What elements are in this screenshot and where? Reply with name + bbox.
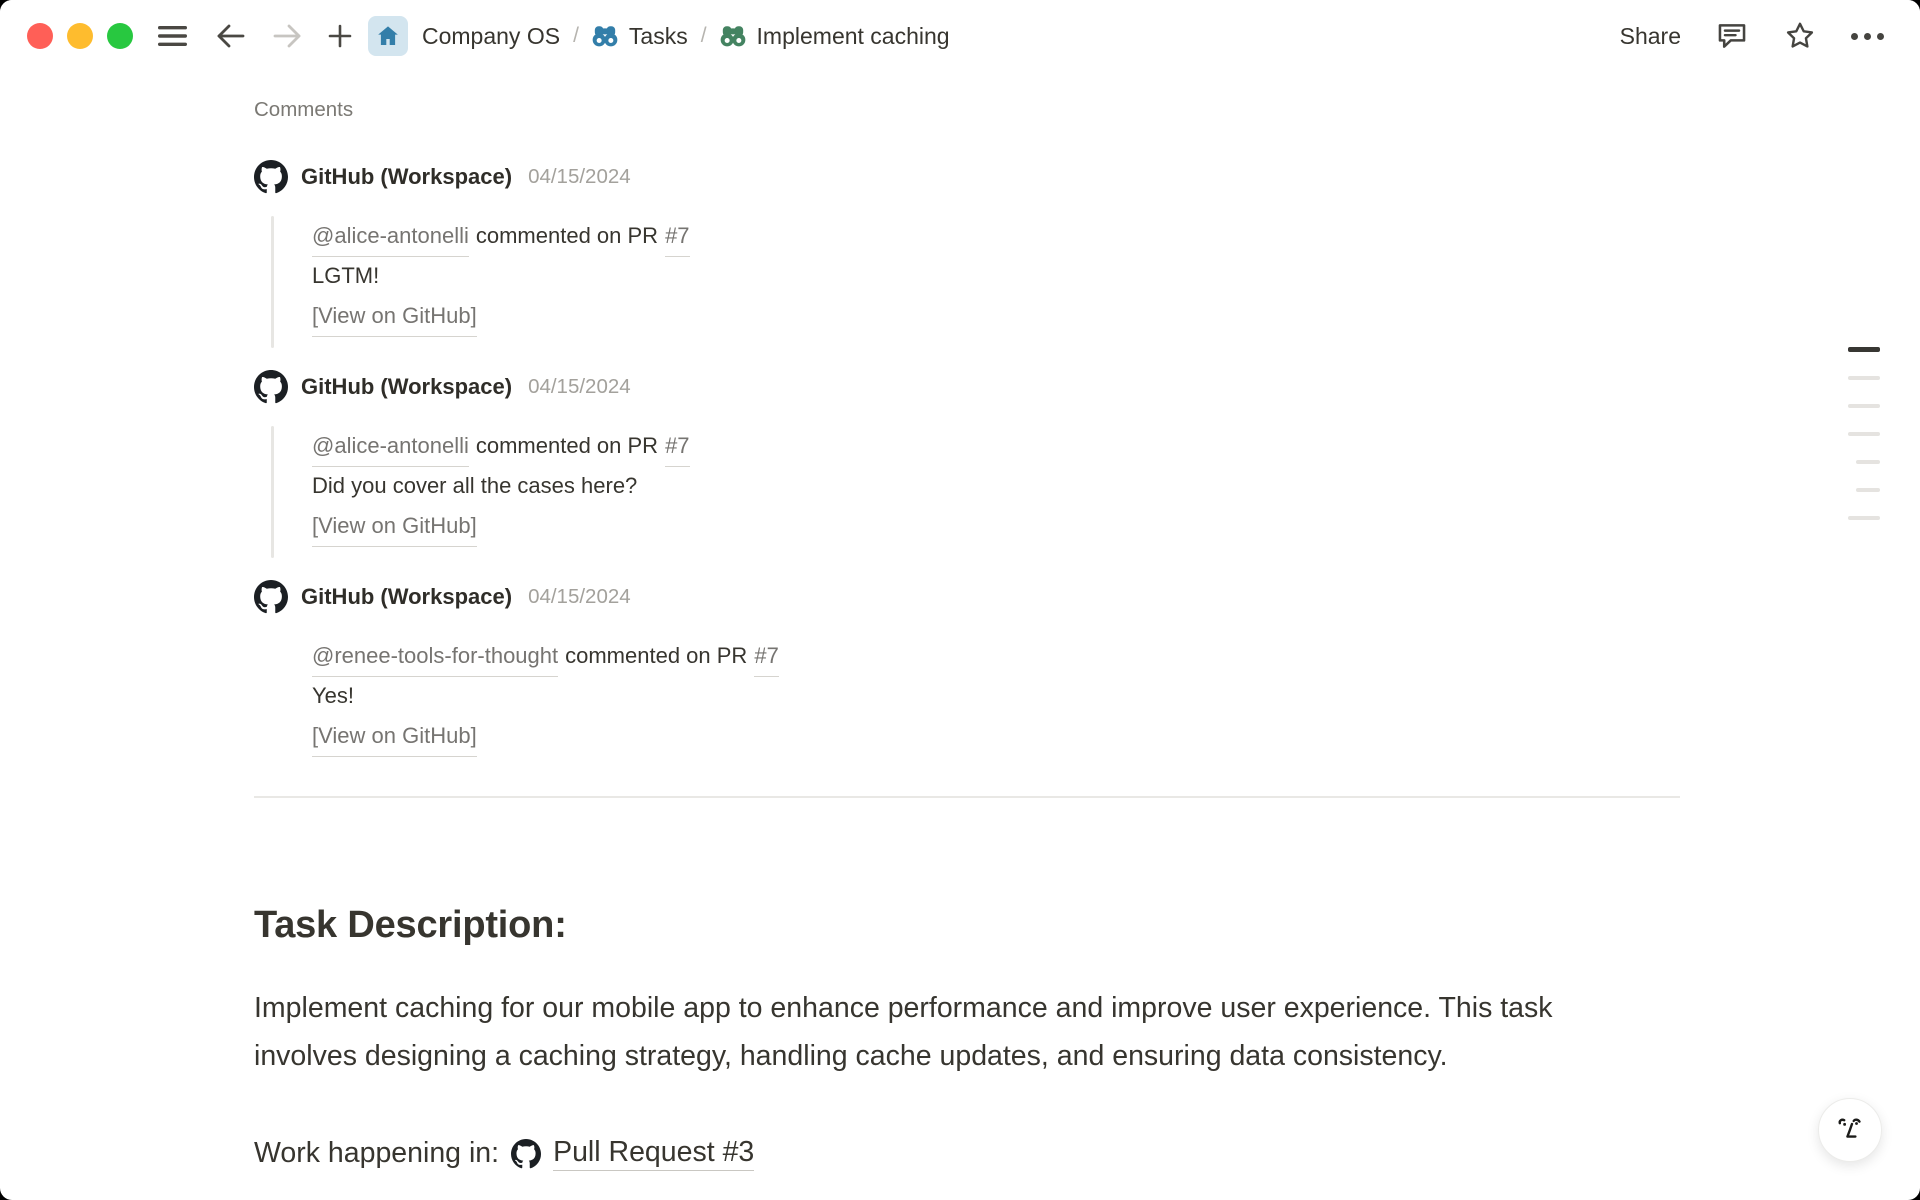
mention-link[interactable]: @alice-antonelli	[312, 426, 469, 467]
comments-section-label: Comments	[254, 98, 354, 121]
comment-text: LGTM!	[312, 263, 380, 288]
comment-action-text: commented on PR	[565, 643, 748, 668]
breadcrumb-item-tasks[interactable]	[592, 23, 688, 50]
comment-body	[312, 216, 1454, 336]
comment-header	[254, 580, 1454, 614]
comment-text: Did you cover all the cases here?	[312, 473, 638, 498]
pull-request-link[interactable]: Pull Request #3	[553, 1136, 754, 1171]
comment-item	[254, 370, 1454, 546]
comment-author: GitHub (Workspace)	[301, 584, 513, 609]
outline-line[interactable]	[1848, 404, 1880, 408]
view-on-github-link[interactable]: [View on GitHub]	[312, 716, 477, 757]
new-page-icon[interactable]	[328, 24, 352, 48]
breadcrumb-item-company-os[interactable]: Company OS	[422, 22, 561, 49]
topbar	[0, 0, 1920, 72]
view-on-github-link[interactable]: [View on GitHub]	[312, 506, 477, 547]
mention-link[interactable]: @alice-antonelli	[312, 216, 469, 257]
forward-icon[interactable]	[272, 23, 302, 49]
comment-date: 04/15/2024	[528, 375, 631, 398]
breadcrumb	[352, 16, 950, 56]
outline-line[interactable]	[1848, 376, 1880, 380]
back-icon[interactable]	[216, 23, 246, 49]
mention-link[interactable]: @renee-tools-for-thought	[312, 636, 558, 677]
pr-link[interactable]: #7	[665, 426, 689, 467]
breadcrumb-separator: /	[573, 24, 579, 47]
close-window-button[interactable]	[27, 23, 53, 49]
comment-author: GitHub (Workspace)	[301, 164, 513, 189]
breadcrumb-item-label: Implement caching	[756, 22, 950, 49]
outline-line[interactable]	[1856, 460, 1880, 464]
outline-line[interactable]	[1848, 516, 1880, 520]
comment-header	[254, 160, 1454, 194]
breadcrumb-item-label: Tasks	[628, 22, 688, 49]
comment-item	[254, 580, 1454, 756]
topbar-actions	[1620, 19, 1920, 53]
comment-author: GitHub (Workspace)	[301, 374, 513, 399]
comment-header	[254, 370, 1454, 404]
minimize-window-button[interactable]	[67, 23, 93, 49]
notion-ai-face-icon	[1833, 1113, 1867, 1147]
comment-text: Yes!	[312, 683, 355, 708]
breadcrumb-item-implement-caching[interactable]	[720, 23, 950, 50]
work-happening-line	[254, 1136, 754, 1171]
comment-item	[254, 160, 1454, 336]
outline-line[interactable]	[1856, 488, 1880, 492]
home-icon	[376, 24, 400, 48]
comment-body	[312, 426, 1454, 546]
outline-line[interactable]	[1848, 432, 1880, 436]
github-avatar	[254, 370, 288, 404]
pr-link[interactable]: #7	[665, 216, 689, 257]
work-happening-label: Work happening in:	[254, 1137, 500, 1169]
comment-body	[312, 636, 1454, 756]
pr-link[interactable]: #7	[754, 636, 778, 677]
comment-action-text: commented on PR	[475, 223, 659, 248]
binoculars-blue-icon	[592, 23, 618, 49]
github-avatar	[254, 160, 288, 194]
comment-date: 04/15/2024	[528, 165, 631, 188]
breadcrumb-home-chip[interactable]	[368, 16, 408, 56]
comments-icon[interactable]	[1715, 19, 1749, 53]
view-on-github-link[interactable]: [View on GitHub]	[312, 296, 477, 337]
window-controls	[0, 23, 133, 49]
share-button[interactable]: Share	[1619, 22, 1681, 49]
task-description-heading: Task Description:	[254, 904, 567, 946]
binoculars-green-icon	[720, 23, 746, 49]
github-avatar	[254, 580, 288, 614]
task-description-paragraph: Implement caching for our mobile app to enhance performance and improve user experience. This task involves designing a caching strategy, handling cache updates, and ensuring data consistency.	[254, 992, 1553, 1072]
comment-date: 04/15/2024	[528, 585, 631, 608]
breadcrumb-separator: /	[700, 24, 707, 47]
zoom-window-button[interactable]	[107, 23, 133, 49]
comment-action-text: commented on PR	[475, 433, 659, 458]
notion-ai-button[interactable]	[1818, 1098, 1882, 1162]
favorite-star-icon[interactable]	[1783, 19, 1817, 53]
section-divider	[254, 796, 1680, 798]
more-options-icon[interactable]	[1851, 33, 1884, 40]
github-icon	[511, 1139, 541, 1169]
outline-indicator	[1848, 347, 1880, 544]
sidebar-menu-icon[interactable]	[157, 23, 188, 49]
outline-line-active[interactable]	[1848, 347, 1880, 352]
